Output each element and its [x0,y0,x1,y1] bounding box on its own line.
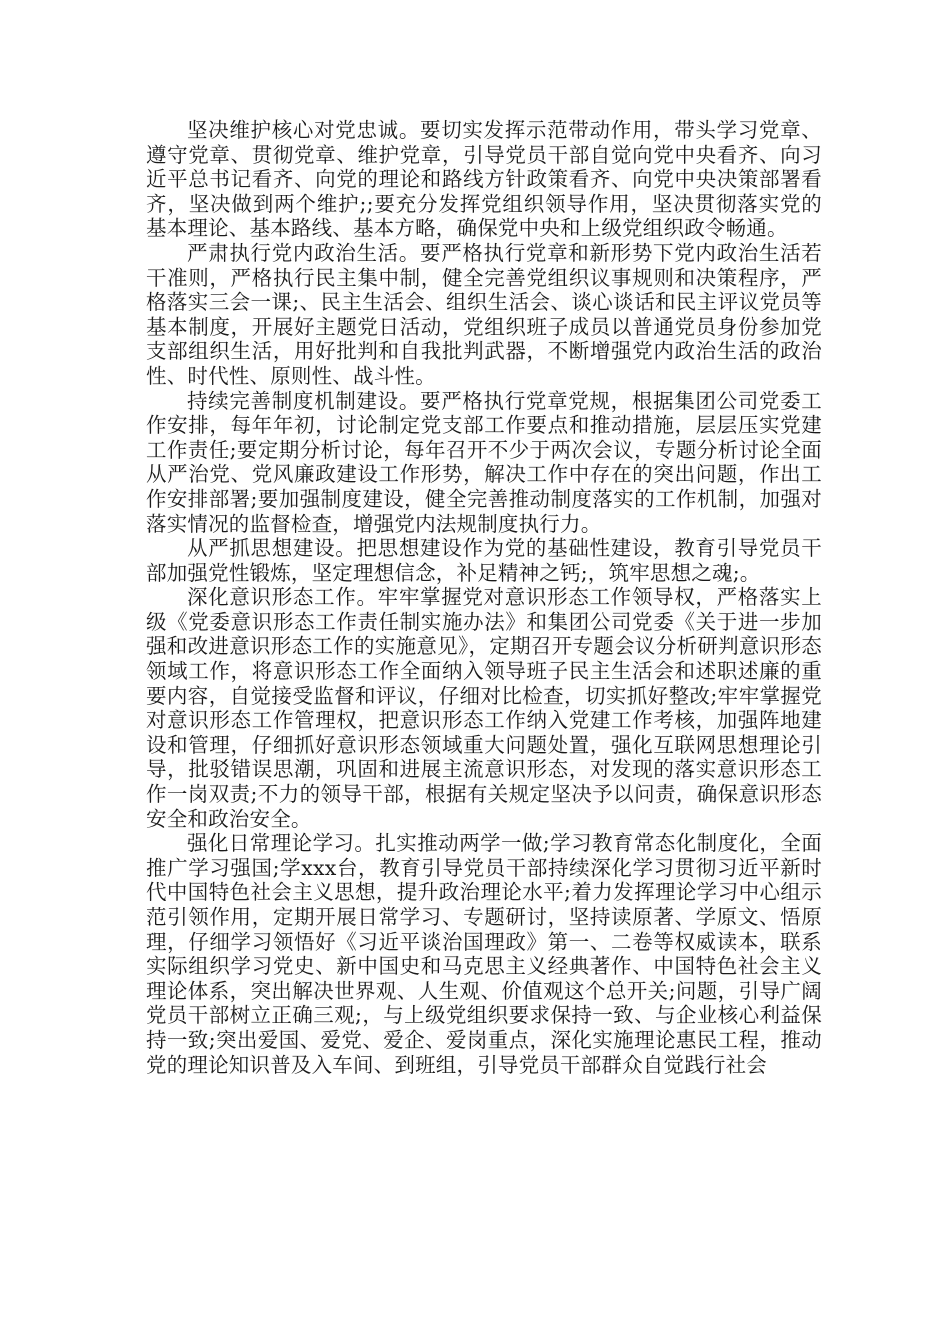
paragraph-loyalty: 坚决维护核心对党忠诚。要切实发挥示范带动作用，带头学习党章、遵守党章、贯彻党章、维护党章，引导党员干部自觉向党中央看齐、向习近平总书记看齐、向党的理论和路线方针政策看齐、向党中央决策部署看齐，坚决做到两个维护;;要充分发挥党组织领导作用，坚决贯彻落实党的基本理论、基本路线、基本方略，确保党中央和上级党组织政令畅通。 [146,118,822,241]
paragraph-political-life: 严肃执行党内政治生活。要严格执行党章和新形势下党内政治生活若干准则，严格执行民主集中制，健全完善党组织议事规则和决策程序，严格落实三会一课;、民主生活会、组织生活会、谈心谈话和民主评议党员等基本制度，开展好主题党日活动，党组织班子成员以普通党员身份参加党支部组织生活，用好批判和自我批判武器，不断增强党内政治生活的政治性、时代性、原则性、战斗性。 [146,240,822,388]
paragraph-theory-study: 强化日常理论学习。扎实推动两学一做;学习教育常态化制度化，全面推广学习强国;学xxx台，教育引导党员干部持续深化学习贯彻习近平新时代中国特色社会主义思想，提升政治理论水平;着力发挥理论学习中心组示范引领作用，定期开展日常学习、专题研讨，坚持读原著、学原文、悟原理，仔细学习领悟好《习近平谈治国理政》第一、二卷等权威读本，联系实际组织学习党史、新中国史和马克思主义经典著作、中国特色社会主义理论体系，突出解决世界观、人生观、价值观这个总开关;问题，引导广阔党员干部树立正确三观;，与上级党组织要求保持一致、与企业核心利益保持一致;突出爱国、爱党、爱企、爱岗重点，深化实施理论惠民工程，推动党的理论知识普及入车间、到班组，引导党员干部群众自觉践行社会 [146,831,822,1077]
document-body [146,118,822,1077]
paragraph-ideological-building: 从严抓思想建设。把思想建设作为党的基础性建设，教育引导党员干部加强党性锻炼，坚定理想信念，补足精神之钙;，筑牢思想之魂;。 [146,536,822,585]
paragraph-ideology-work: 深化意识形态工作。牢牢掌握党对意识形态工作领导权，严格落实上级《党委意识形态工作责任制实施办法》和集团公司党委《关于进一步加强和改进意识形态工作的实施意见》，定期召开专题会议分析研判意识形态领域工作，将意识形态工作全面纳入领导班子民主生活会和述职述廉的重要内容，自觉接受监督和评议，仔细对比检查，切实抓好整改;牢牢掌握党对意识形态工作管理权，把意识形态工作纳入党建工作考核，加强阵地建设和管理，仔细抓好意识形态领域重大问题处置，强化互联网思想理论引导，批驳错误思潮，巩固和进展主流意识形态，对发现的落实意识形态工作一岗双责;不力的领导干部，根据有关规定坚决予以问责，确保意识形态安全和政治安全。 [146,585,822,831]
paragraph-institution-building: 持续完善制度机制建设。要严格执行党章党规，根据集团公司党委工作安排，每年年初，讨论制定党支部工作要点和推动措施，层层压实党建工作责任;要定期分析讨论，每年召开不少于两次会议，专题分析讨论全面从严治党、党风廉政建设工作形势，解决工作中存在的突出问题，作出工作安排部署;要加强制度建设，健全完善推动制度落实的工作机制，加强对落实情况的监督检查，增强党内法规制度执行力。 [146,388,822,536]
